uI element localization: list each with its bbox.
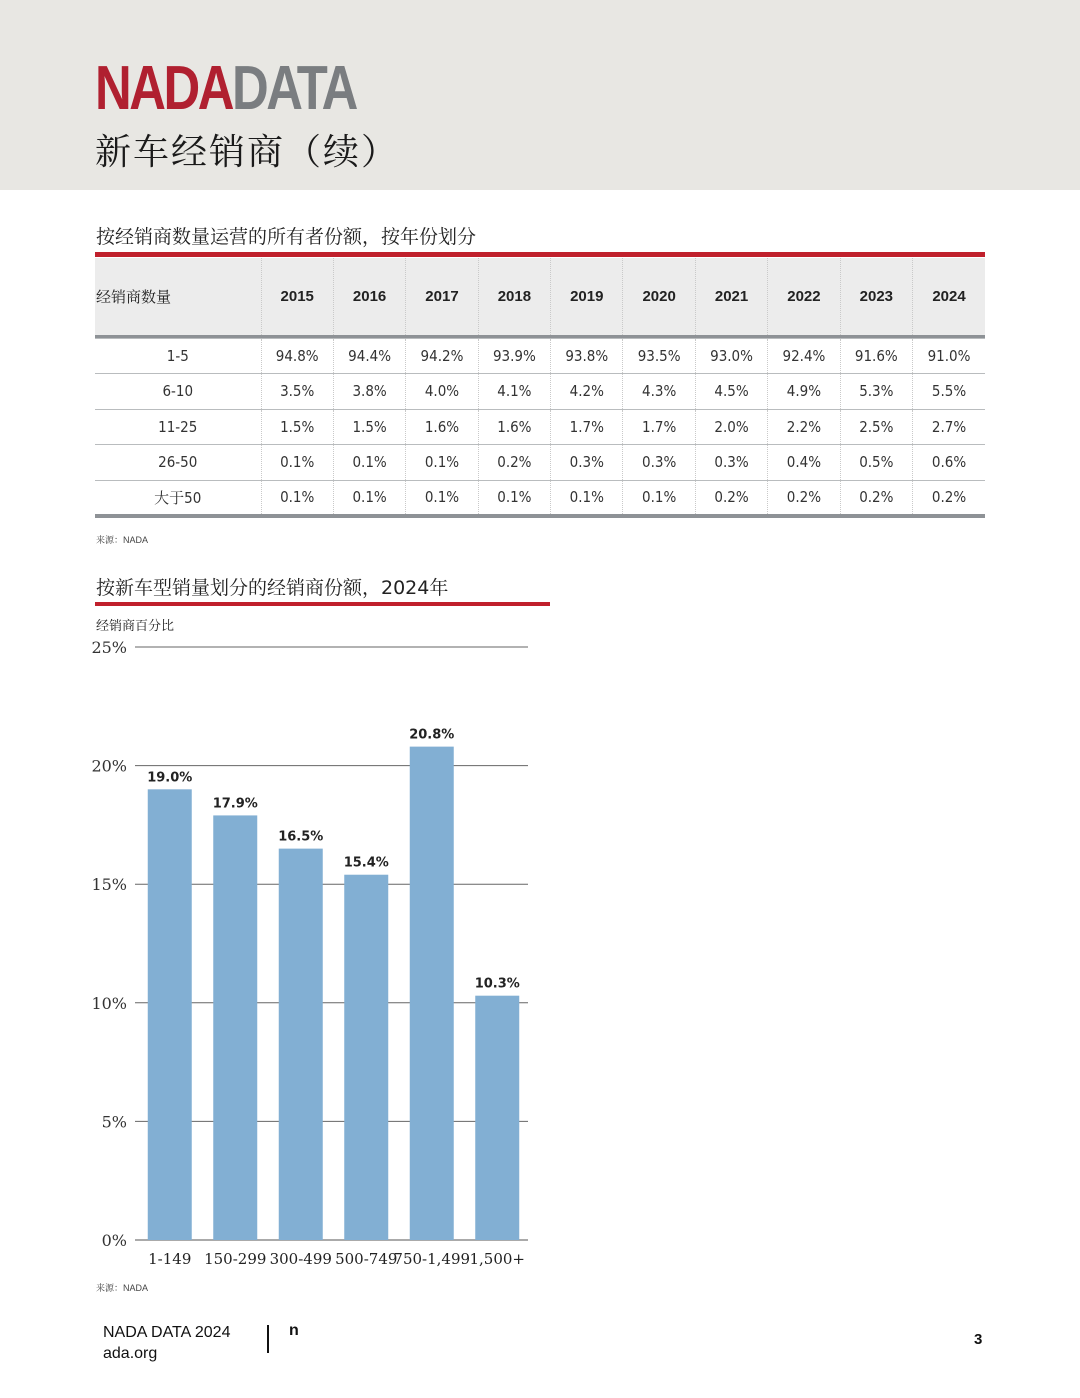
table-cell: 1.7% bbox=[551, 409, 623, 445]
footer-publication bbox=[103, 1322, 230, 1364]
table-cell: 1.7% bbox=[623, 409, 695, 445]
table-cell: 3.8% bbox=[333, 374, 405, 410]
table-cell: 0.1% bbox=[406, 445, 478, 481]
table-cell: 94.2% bbox=[406, 338, 478, 374]
bar bbox=[148, 789, 192, 1240]
table-cell: 93.8% bbox=[551, 338, 623, 374]
table-cell: 5.5% bbox=[913, 374, 985, 410]
table-cell: 4.1% bbox=[478, 374, 550, 410]
brand-logo bbox=[95, 54, 356, 123]
table-cell: 0.3% bbox=[695, 445, 767, 481]
column-header-year: 2022 bbox=[768, 258, 840, 336]
bar-value-label: 15.4% bbox=[343, 855, 389, 871]
table-cell: 0.3% bbox=[623, 445, 695, 481]
column-header-year: 2020 bbox=[623, 258, 695, 336]
table-cell: 2.5% bbox=[840, 409, 912, 445]
table-cell: 0.1% bbox=[261, 480, 333, 516]
column-header-year: 2018 bbox=[478, 258, 550, 336]
y-tick-label: 20% bbox=[91, 756, 127, 776]
footer-extra: n bbox=[289, 1322, 299, 1339]
table-cell: 0.4% bbox=[768, 445, 840, 481]
y-tick-label: 5% bbox=[101, 1112, 127, 1132]
bar bbox=[410, 747, 454, 1240]
x-tick-label: 1,500+ bbox=[469, 1250, 526, 1268]
table-row bbox=[95, 374, 985, 410]
footer-url[interactable]: ada.org bbox=[103, 1345, 158, 1362]
row-label: 6-10 bbox=[95, 374, 261, 410]
chart-title-rule bbox=[95, 602, 550, 606]
y-tick-label: 15% bbox=[91, 875, 127, 895]
table-cell: 4.3% bbox=[623, 374, 695, 410]
table-row bbox=[95, 480, 985, 516]
column-header-year: 2015 bbox=[261, 258, 333, 336]
chart-y-axis-caption: 经销商百分比 bbox=[96, 619, 175, 634]
bar-value-label: 16.5% bbox=[278, 829, 324, 845]
brand-logo-data: DATA bbox=[232, 54, 356, 123]
bar bbox=[475, 996, 519, 1240]
table-cell: 0.1% bbox=[406, 480, 478, 516]
table-header-row bbox=[95, 258, 985, 336]
table-cell: 4.0% bbox=[406, 374, 478, 410]
footer-divider bbox=[267, 1325, 269, 1353]
column-header-year: 2021 bbox=[695, 258, 767, 336]
table-cell: 2.2% bbox=[768, 409, 840, 445]
brand-logo-nada: NADA bbox=[95, 54, 233, 123]
y-tick-label: 25% bbox=[91, 638, 127, 657]
table-cell: 91.0% bbox=[913, 338, 985, 374]
ownership-table bbox=[95, 258, 985, 518]
table-cell: 94.8% bbox=[261, 338, 333, 374]
x-tick-label: 750-1,499 bbox=[393, 1250, 471, 1268]
column-header-year: 2023 bbox=[840, 258, 912, 336]
table-cell: 93.9% bbox=[478, 338, 550, 374]
bar-value-label: 10.3% bbox=[474, 976, 520, 992]
table-cell: 0.2% bbox=[840, 480, 912, 516]
table-cell: 1.5% bbox=[261, 409, 333, 445]
chart-source: 来源：NADA bbox=[96, 1283, 149, 1293]
table-cell: 91.6% bbox=[840, 338, 912, 374]
y-tick-label: 10% bbox=[91, 993, 127, 1013]
page-title: 新车经销商（续） bbox=[95, 132, 400, 173]
table-source: 来源：NADA bbox=[96, 535, 149, 545]
bar-value-label: 19.0% bbox=[147, 770, 193, 786]
table-cell: 0.1% bbox=[551, 480, 623, 516]
chart-title: 按新车型销量划分的经销商份额，2024年 bbox=[96, 577, 449, 599]
x-tick-label: 1-149 bbox=[148, 1250, 192, 1268]
table-cell: 93.0% bbox=[695, 338, 767, 374]
column-header-year: 2019 bbox=[551, 258, 623, 336]
bar-value-label: 20.8% bbox=[409, 727, 455, 743]
table-cell: 93.5% bbox=[623, 338, 695, 374]
table-cell: 0.1% bbox=[333, 480, 405, 516]
table-cell: 0.1% bbox=[261, 445, 333, 481]
table-title: 按经销商数量运营的所有者份额，按年份划分 bbox=[96, 226, 477, 248]
table-cell: 0.1% bbox=[623, 480, 695, 516]
table-row bbox=[95, 409, 985, 445]
row-label: 1-5 bbox=[95, 338, 261, 374]
table-cell: 0.2% bbox=[768, 480, 840, 516]
table-cell: 0.3% bbox=[551, 445, 623, 481]
row-label: 11-25 bbox=[95, 409, 261, 445]
table-cell: 1.6% bbox=[406, 409, 478, 445]
table-cell: 5.3% bbox=[840, 374, 912, 410]
x-tick-label: 500-749 bbox=[335, 1250, 398, 1268]
table-cell: 2.0% bbox=[695, 409, 767, 445]
table-row bbox=[95, 338, 985, 374]
y-tick-label: 0% bbox=[101, 1231, 127, 1250]
table-cell: 1.6% bbox=[478, 409, 550, 445]
table-cell: 4.2% bbox=[551, 374, 623, 410]
table-cell: 0.5% bbox=[840, 445, 912, 481]
table-cell: 0.1% bbox=[478, 480, 550, 516]
bar bbox=[213, 815, 257, 1240]
bar-chart bbox=[80, 630, 540, 1280]
column-header-year: 2024 bbox=[913, 258, 985, 336]
column-header-year: 2017 bbox=[406, 258, 478, 336]
x-tick-label: 300-499 bbox=[269, 1250, 332, 1268]
page-number: 3 bbox=[974, 1331, 983, 1348]
table-row bbox=[95, 445, 985, 481]
table-cell: 0.1% bbox=[333, 445, 405, 481]
bar bbox=[279, 849, 323, 1240]
table-cell: 4.5% bbox=[695, 374, 767, 410]
table-cell: 2.7% bbox=[913, 409, 985, 445]
table-cell: 0.2% bbox=[913, 480, 985, 516]
column-header-year: 2016 bbox=[333, 258, 405, 336]
footer-title: NADA DATA 2024 bbox=[103, 1324, 231, 1341]
table-cell: 94.4% bbox=[333, 338, 405, 374]
row-label: 大于50 bbox=[95, 480, 261, 516]
bar-value-label: 17.9% bbox=[212, 796, 258, 812]
row-label: 26-50 bbox=[95, 445, 261, 481]
table-cell: 0.2% bbox=[695, 480, 767, 516]
bar bbox=[344, 875, 388, 1240]
table-cell: 92.4% bbox=[768, 338, 840, 374]
x-tick-label: 150-299 bbox=[204, 1250, 267, 1268]
table-cell: 3.5% bbox=[261, 374, 333, 410]
column-header-count: 经销商数量 bbox=[96, 288, 172, 306]
table-cell: 1.5% bbox=[333, 409, 405, 445]
table-cell: 0.6% bbox=[913, 445, 985, 481]
table-cell: 4.9% bbox=[768, 374, 840, 410]
table-cell: 0.2% bbox=[478, 445, 550, 481]
table-title-rule bbox=[95, 252, 985, 257]
